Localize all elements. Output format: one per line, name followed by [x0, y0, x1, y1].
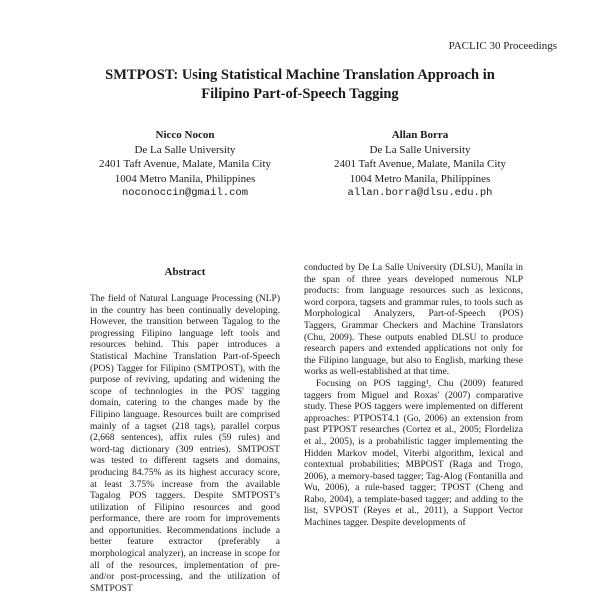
- title-line-2: Filipino Part-of-Speech Tagging: [201, 86, 399, 102]
- title-line-1: SMTPOST: Using Statistical Machine Translation Approach in: [105, 67, 495, 83]
- abstract-heading: Abstract: [164, 266, 206, 278]
- body-paragraph-2: Focusing on POS tagging¹, Chu (2009) featured taggers from Miguel and Roxas' (2007) comparative study. These POS taggers were implemented on different approaches: PTPOST4.1 (Go, 2006) an extension from past PTPOST researches (Cortez et al., 2005; Flordeliza et al., 2005), is a probabilistic tagger implementing the Hidden Markov model, Viterbi algorithm, lexical and contextual probabilities; MBPOST (Raga and Trogo, 2006), a memory-based tagger; Tag-Alog (Fontanilla and Wu, 2006), a rule-based tagger; TPOST (Cheng and Rabo, 2004), a template-based tagger; and adding to the list, SVPOST (Reyes et al., 2011), a Support Vector Machines tagger. Despite developments of: [304, 378, 523, 529]
- body-column-right: [304, 263, 523, 600]
- author-affiliation: De La Salle University: [369, 143, 471, 156]
- author-name: Allan Borra: [391, 129, 449, 141]
- author-address-line-1: 2401 Taft Avenue, Malate, Manila City: [98, 158, 272, 170]
- body-paragraph-1: conducted by De La Salle University (DLSU), Manila in the span of three years developed numerous NLP products: from language resources such as lexicons, word corpora, tagsets and grammar rules, to tools such as Morphological Analyzers, Part-of-Speech (POS) Taggers, Grammar Checkers and Machine Translators (Chu, 2009). These outputs enabled DLSU to produce research papers and extended applications not only for the Filipino language, but also to English, marking these works as well-established at that time.: [304, 263, 523, 378]
- author-address-line-2: 1004 Metro Manila, Philippines: [114, 172, 256, 185]
- author-block-1: [95, 128, 275, 201]
- author-address-line-2: 1004 Metro Manila, Philippines: [349, 172, 491, 185]
- author-email: allan.borra@dlsu.edu.ph: [347, 187, 493, 199]
- proceedings-header: PACLIC 30 Proceedings: [448, 40, 557, 52]
- author-email: noconoccin@gmail.com: [121, 187, 249, 199]
- paper-title: [0, 66, 600, 104]
- author-address-line-1: 2401 Taft Avenue, Malate, Manila City: [333, 158, 507, 170]
- abstract-text: The field of Natural Language Processing (NLP) in the country has been continually developing. However, the transition between Tagalog to the progressing Filipino language left tools and resources behind. This paper introduces a Statistical Machine Translation Part-of-Speech (POS) Tagger for Filipino (SMTPOST), with the purpose of reviving, updating and widening the scope of technologies in the POS' tagging domain, catering to the changes made by the Filipino language. Resources built are comprised mainly of a tagset (218 tags), parallel corpus (2,668 sentences), affix rules (59 rules) and word-tag dictionary (309 entries). SMTPOST was tested to different tagsets and domains, producing 84.75% as its highest accuracy score, at least 3.75% increase from the available Tagalog POS taggers. Despite SMTPOST's utilization of Filipino resources and good performance, there are room for improvements and opportunities. Recommendations include a better feature extractor (preferably a morphological analyzer), an increase in scope for all of the resources, implementation of pre- and/or post-processing, and the utilization of SMTPOST: [90, 294, 280, 594]
- author-affiliation: De La Salle University: [134, 143, 236, 156]
- author-block-2: [330, 128, 510, 201]
- author-name: Nicco Nocon: [155, 129, 215, 141]
- abstract-column: [90, 294, 280, 600]
